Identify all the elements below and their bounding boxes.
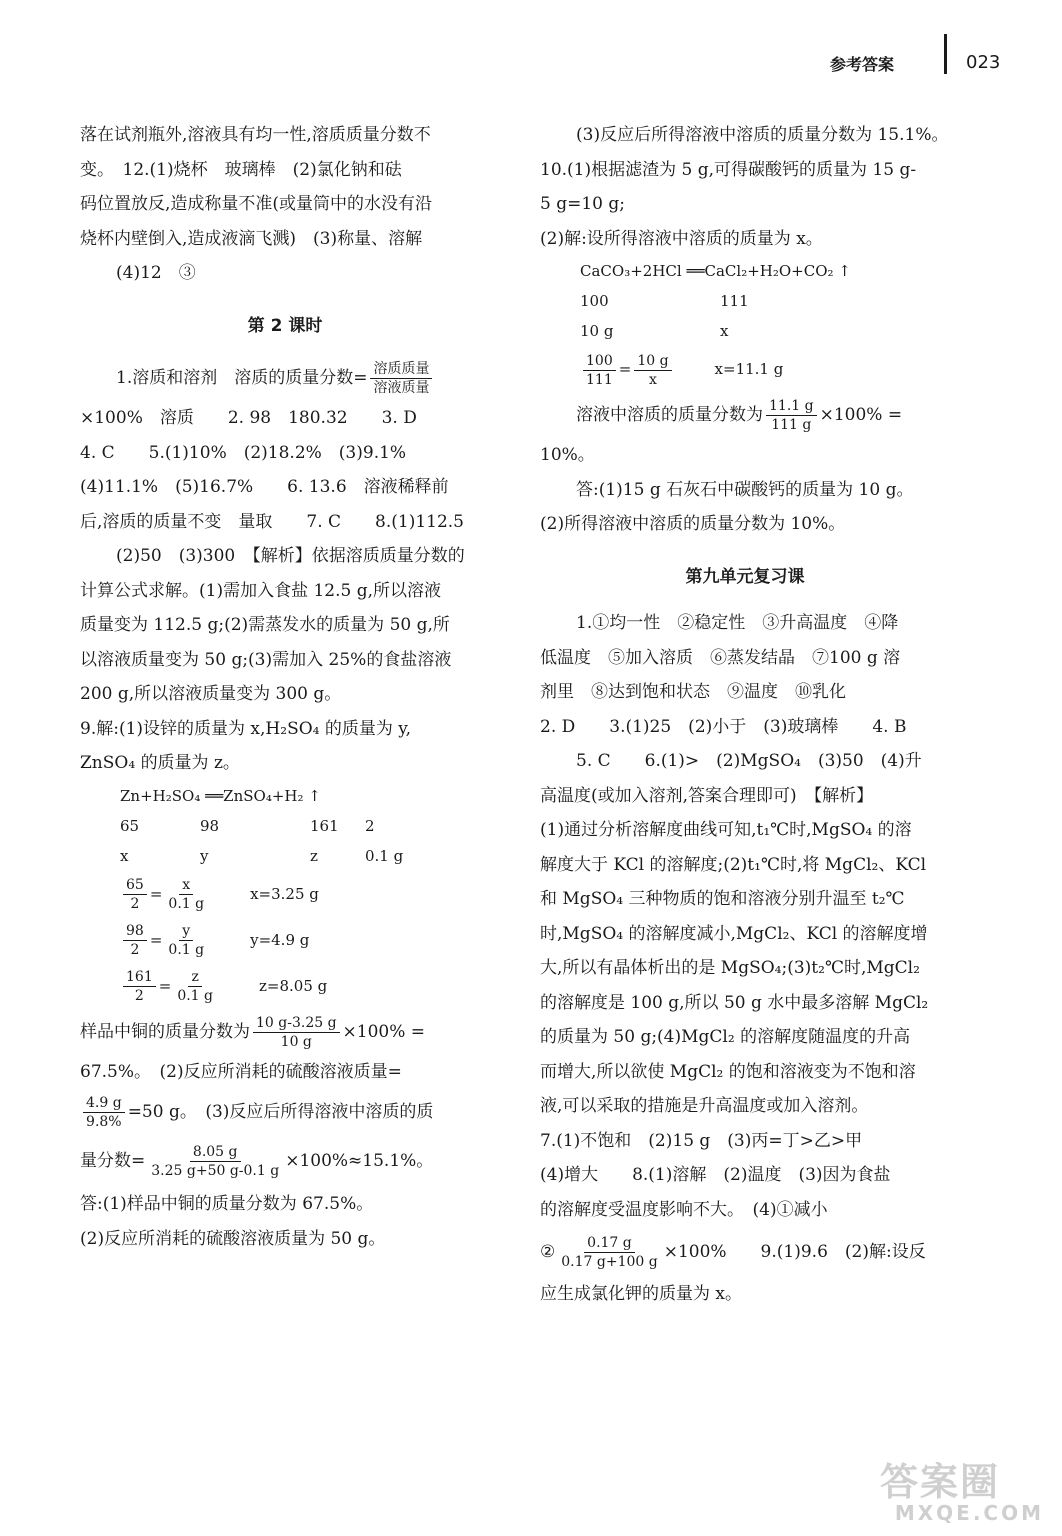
text-line: ZnSO₄ 的质量为 z。 [80, 753, 240, 773]
value: y [200, 846, 209, 865]
value: 100 [580, 292, 609, 310]
text-line: 10.(1)根据滤渣为 5 g,可得碳酸钙的质量为 15 g- [540, 159, 917, 180]
numerator: 98 [123, 922, 147, 941]
numerator: 8.05 g [190, 1143, 241, 1162]
fraction [123, 922, 147, 959]
denominator: 0.1 g [177, 988, 213, 1004]
formula-line [80, 355, 490, 401]
text-span: =50 g。 (3)反应后所得溶液中溶质的质 [127, 1102, 434, 1122]
text-line: (2)所得溶液中溶质的质量分数为 10%。 [540, 514, 846, 534]
left-column [80, 118, 490, 1256]
watermark-text: 答案圈 [880, 1460, 1001, 1504]
formula-line [80, 1009, 490, 1055]
text-span: ② [540, 1242, 556, 1262]
header-divider [944, 34, 947, 74]
text-line: 应生成氯化钾的质量为 x。 [540, 1284, 742, 1304]
denominator: 0.17 g+100 g [561, 1254, 658, 1270]
equation-row [540, 286, 950, 316]
text-line: 200 g,所以溶液质量变为 300 g。 [80, 684, 342, 704]
denominator: 9.8% [86, 1114, 122, 1130]
denominator: 111 g [771, 417, 812, 433]
numerator: 溶质质量 [370, 360, 432, 379]
header-title: 参考答案 [830, 55, 895, 74]
text-line: 低温度 ⑤加入溶质 ⑥蒸发结晶 ⑦100 g 溶 [540, 647, 901, 668]
fraction [370, 360, 432, 397]
text-line: 大,所以有晶体析出的是 MgSO₄;(3)t₂℃时,MgCl₂ [540, 958, 920, 978]
equation-row [540, 316, 950, 346]
numerator: 0.17 g [584, 1234, 635, 1253]
text-line: (3)反应后所得溶液中溶质的质量分数为 15.1%。 [576, 125, 949, 145]
text-line: 时,MgSO₄ 的溶解度减小,MgCl₂、KCl 的溶解度增 [540, 923, 928, 944]
text-line: 的质量为 50 g;(4)MgCl₂ 的溶解度随温度的升高 [540, 1027, 911, 1047]
watermark-logo [880, 1462, 1050, 1528]
denominator: 2 [130, 896, 140, 912]
numerator: 10 g-3.25 g [253, 1014, 340, 1033]
fraction [174, 968, 216, 1005]
text-line: 5 g=10 g; [540, 194, 625, 214]
text-line: 剂里 ⑧达到饱和状态 ⑨温度 ⑩乳化 [540, 682, 846, 702]
denominator: 溶液质量 [373, 380, 430, 396]
text-span: ×100%≈15.1%。 [285, 1151, 434, 1171]
text-span: 溶液中溶质的质量分数为 [576, 405, 763, 425]
fraction [165, 876, 207, 913]
section-heading: 第 2 课时 [247, 315, 323, 336]
denominator: 2 [134, 988, 144, 1004]
text-line: 解度大于 KCl 的溶解度;(2)t₁℃时,将 MgCl₂、KCl [540, 854, 927, 875]
text-line: 液,可以采取的措施是升高温度或加入溶剂。 [540, 1096, 869, 1116]
text-line: 4. C 5.(1)10% (2)18.2% (3)9.1% [80, 442, 407, 463]
denominator: 2 [130, 942, 140, 958]
right-column [540, 118, 950, 1312]
result: x=3.25 g [250, 884, 319, 903]
text-line: 而增大,所以欲使 MgCl₂ 的饱和溶液变为不饱和溶 [540, 1061, 916, 1082]
denominator: 3.25 g+50 g-0.1 g [151, 1163, 280, 1179]
numerator: 161 [123, 968, 156, 987]
numerator: 4.9 g [83, 1094, 125, 1113]
text-line: 变。 12.(1)烧杯 玻璃棒 (2)氯化钠和砝 [80, 159, 402, 180]
text-line: 的溶解度是 100 g,所以 50 g 水中最多溶解 MgCl₂ [540, 992, 929, 1013]
fraction [83, 1094, 125, 1131]
value: x [120, 846, 129, 865]
proportion-line: $\frac{161}{2}$ = $\frac{z}{0.1 g}$ z=8.05 g [80, 963, 490, 1009]
text-line: 的溶解度受温度影响不大。 (4)①减小 [540, 1199, 828, 1220]
value: 2 [365, 816, 375, 835]
fraction [583, 352, 616, 389]
value: 0.1 g [365, 846, 404, 865]
text-span: 样品中铜的质量分数为 [80, 1021, 250, 1042]
text-span: ×100% = [819, 405, 903, 425]
fraction [148, 1143, 282, 1180]
fraction [766, 397, 817, 434]
numerator: 65 [123, 876, 147, 895]
formula-line [540, 1227, 950, 1277]
text-line: (1)通过分析溶解度曲线可知,t₁℃时,MgSO₄ 的溶 [540, 820, 912, 840]
text-line: 后,溶质的质量不变 量取 7. C 8.(1)112.5 [80, 511, 465, 532]
text-span: 1.溶质和溶剂 溶质的质量分数= [116, 368, 368, 388]
numerator: x [179, 876, 193, 895]
equation-row [80, 841, 490, 871]
chemical-equation: Zn+H₂SO₄ ══ZnSO₄+H₂ ↑ [120, 786, 321, 805]
text-line: 5. C 6.(1)> (2)MgSO₄ (3)50 (4)升 [576, 751, 922, 771]
text-line: 高温度(或加入溶剂,答案合理即可) 【解析】 [540, 785, 874, 806]
text-line: 67.5%。 (2)反应所消耗的硫酸溶液质量= [80, 1061, 402, 1082]
text-line: 2. D 3.(1)25 (2)小于 (3)玻璃棒 4. B [540, 716, 907, 737]
text-line: 9.解:(1)设锌的质量为 x,H₂SO₄ 的质量为 y, [80, 718, 412, 739]
watermark-url: MXQE.COM [894, 1501, 1044, 1525]
section-heading: 第九单元复习课 [685, 566, 805, 587]
text-span: ×100% = [342, 1021, 426, 1042]
result: x=11.1 g [714, 360, 784, 378]
numerator: 100 [583, 352, 616, 371]
text-line: (2)反应所消耗的硫酸溶液质量为 50 g。 [80, 1228, 386, 1249]
text-span: 量分数= [80, 1151, 146, 1171]
formula-line [80, 1135, 490, 1187]
fraction [165, 922, 207, 959]
numerator: 10 g [634, 352, 671, 371]
text-line: (4)11.1% (5)16.7% 6. 13.6 溶液稀释前 [80, 477, 449, 497]
proportion-line: $\frac{98}{2}$ = $\frac{y}{0.1 g}$ y=4.9 g [80, 917, 490, 963]
text-line: 答:(1)样品中铜的质量分数为 67.5%。 [80, 1194, 374, 1214]
value: 111 [720, 292, 749, 310]
fraction [558, 1234, 660, 1271]
value: 65 [120, 816, 140, 835]
denominator: 111 [586, 371, 613, 388]
text-line: 落在试剂瓶外,溶液具有均一性,溶质质量分数不 [80, 125, 431, 145]
text-line: 以溶液质量变为 50 g;(3)需加入 25%的食盐溶液 [80, 649, 452, 670]
numerator: 11.1 g [766, 397, 817, 416]
text-line: (4)12 ③ [116, 263, 196, 283]
formula-line [540, 392, 950, 438]
text-line: 1.①均一性 ②稳定性 ③升高温度 ④降 [576, 613, 899, 633]
value: 98 [200, 816, 220, 835]
result: y=4.9 g [250, 930, 310, 949]
page-number: 023 [966, 52, 1001, 73]
text-line: ×100% 溶质 2. 98 180.32 3. D [80, 408, 417, 428]
denominator: 10 g [280, 1033, 312, 1050]
value: 161 [310, 816, 339, 835]
text-line: 烧杯内壁倒入,造成液滴飞溅) (3)称量、溶解 [80, 228, 423, 249]
proportion-line: $\frac{100}{111}$ = $\frac{10 g}{x}$ x=11.1 g [540, 346, 950, 392]
chemical-equation: CaCO₃+2HCl ══CaCl₂+H₂O+CO₂ ↑ [580, 262, 851, 280]
text-line: 和 MgSO₄ 三种物质的饱和溶液分别升温至 t₂℃ [540, 889, 905, 909]
fraction [123, 968, 156, 1005]
result: z=8.05 g [259, 976, 328, 995]
text-line: 码位置放反,造成称量不准(或量筒中的水没有沿 [80, 194, 433, 214]
numerator: z [188, 968, 201, 987]
equation-row [80, 811, 490, 841]
fraction [123, 876, 147, 913]
value: z [310, 846, 318, 865]
denominator: 0.1 g [168, 896, 205, 912]
denominator: x [648, 371, 657, 388]
text-line: 质量变为 112.5 g;(2)需蒸发水的质量为 50 g,所 [80, 615, 450, 635]
proportion-line: $\frac{65}{2}$ = $\frac{x}{0.1 g}$ x=3.25 g [80, 871, 490, 917]
text-span: ×100% 9.(1)9.6 (2)解:设反 [663, 1242, 926, 1262]
text-line: 7.(1)不饱和 (2)15 g (3)丙=丁>乙>甲 [540, 1130, 863, 1151]
formula-line [80, 1089, 490, 1135]
fraction [634, 352, 671, 389]
text-line: (2)解:设所得溶液中溶质的质量为 x。 [540, 228, 823, 249]
value: 10 g [580, 322, 614, 340]
text-line: 10%。 [540, 445, 595, 465]
text-line: 答:(1)15 g 石灰石中碳酸钙的质量为 10 g。 [576, 479, 914, 500]
text-line: (4)增大 8.(1)溶解 (2)温度 (3)因为食盐 [540, 1165, 891, 1185]
value: x [720, 322, 729, 340]
text-line: (2)50 (3)300 【解析】依据溶质质量分数的 [116, 546, 465, 566]
text-line: 计算公式求解。(1)需加入食盐 12.5 g,所以溶液 [80, 580, 442, 601]
denominator: 0.1 g [168, 942, 205, 958]
fraction [253, 1014, 340, 1051]
numerator: y [179, 922, 193, 941]
